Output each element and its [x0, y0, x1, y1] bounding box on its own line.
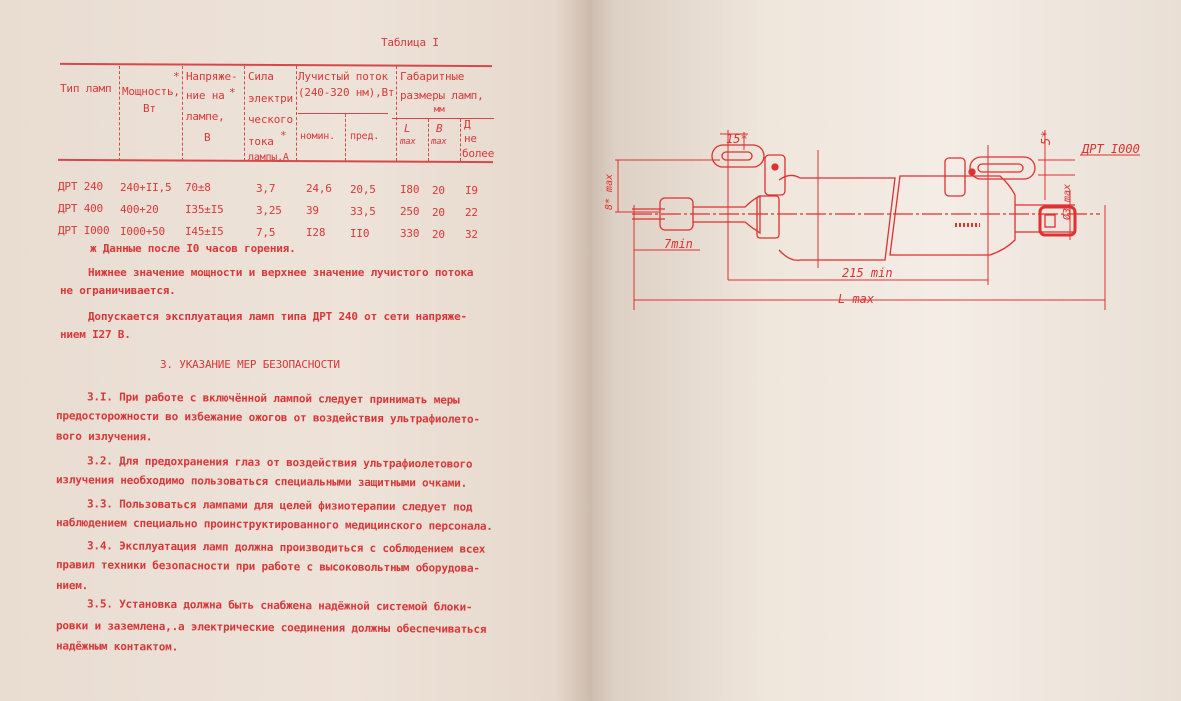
note-line: Допускается эксплуатация ламп типа ДРТ 240 от сети напряже- [88, 310, 467, 323]
note-line: не ограничивается. [60, 284, 176, 297]
table-cell: 3,25 [256, 203, 282, 217]
section-title: 3. УКАЗАНИЕ МЕР БЕЗОПАСНОСТИ [160, 358, 340, 371]
paragraph-line: 3.3. Пользоваться лампами для целей физиотерапии следует под [86, 497, 473, 514]
footnote-mark: * [173, 70, 180, 83]
table-cell: 330 [400, 227, 420, 240]
table-cell: 3,7 [256, 181, 276, 195]
dim-diameter-3: Ø3 max [1062, 183, 1073, 220]
table-cell: I80 [400, 183, 420, 196]
paragraph-line: 3.2. Для предохранения глаз от воздействия ультрафиолетового [86, 454, 473, 471]
table-cell: 20 [432, 227, 445, 241]
footnote-mark: * [229, 86, 236, 99]
header-b: В [436, 122, 443, 135]
paragraph-line: наблюдением специально проинструктированного медицинского персонала. [55, 516, 493, 533]
table-cell: 20,5 [350, 182, 376, 196]
table-cell: 400+20 [120, 202, 159, 216]
dim-5: 5* [1039, 130, 1053, 145]
header-power-unit: Вт [143, 102, 156, 115]
lamp-outline [632, 145, 1100, 260]
table-cell: II0 [350, 226, 370, 240]
table-cell: I45±I5 [185, 225, 224, 238]
dim-8: 8* max [604, 173, 615, 210]
dim-l-max: L max [838, 292, 875, 306]
header-current: Сила [248, 70, 274, 83]
header-current: тока [248, 135, 274, 148]
dim-215: 215 min [842, 266, 893, 280]
table-cell: 240+II,5 [120, 180, 172, 194]
table-cell: ДРТ 400 [58, 202, 103, 215]
header-dims: Габаритные [400, 70, 465, 83]
paragraph-line: правил техники безопасности при работе с высоковольтным оборудова- [55, 558, 480, 575]
table-cell: 7,5 [256, 225, 276, 239]
table-cell: 70±8 [185, 181, 211, 194]
header-d: Д [464, 118, 471, 131]
header-type: Тип ламп [60, 82, 112, 95]
table-cell: ДРТ I000 [58, 224, 110, 237]
header-l: max [400, 137, 416, 147]
header-flux: (240-320 нм),Вт [298, 86, 395, 99]
header-voltage: лампе, [186, 110, 225, 123]
table-cell: 39 [306, 204, 319, 217]
header-dims: мм [434, 105, 445, 115]
header-l: L [404, 122, 411, 135]
header-d: более [462, 147, 495, 160]
paragraph-line: вого излучения. [55, 429, 153, 444]
header-current: ческого [248, 113, 293, 126]
note-line: Нижнее значение мощности и верхнее значение лучистого потока [88, 266, 474, 279]
header-current: лампы,А [248, 152, 289, 163]
header-flux: Лучистый поток [298, 70, 388, 83]
header-flux-limit: пред. [350, 131, 380, 142]
table-cell: 22 [465, 206, 478, 219]
dim-15: 15* [726, 132, 748, 146]
header-voltage: ние на [186, 89, 225, 102]
table-cell: I35±I5 [185, 203, 224, 216]
paragraph-line: нием. [55, 578, 89, 593]
paragraph-line: предосторожности во избежание ожогов от воздействия ультрафиолето- [55, 409, 480, 426]
table-cell: 32 [465, 228, 478, 241]
table-cell: I000+50 [120, 224, 165, 238]
table-cell: ДРТ 240 [58, 180, 103, 193]
header-power: Мощность, [122, 85, 180, 98]
paragraph-line: 3.4. Эксплуатация ламп должна производиться с соблюдением всех [86, 539, 486, 556]
table-cell: 20 [432, 205, 445, 219]
header-voltage: В [204, 131, 211, 144]
table-cell: I28 [306, 226, 326, 239]
header-voltage: Напряже- [186, 70, 238, 83]
table-cell: 33,5 [350, 204, 376, 218]
dim-7: 7min [664, 237, 693, 251]
paragraph-line: излучения необходимо пользоваться специальными защитными очками. [55, 473, 468, 490]
paragraph-line: 3.I. При работе с включённой лампой следует принимать меры [86, 390, 460, 407]
header-d: не [464, 132, 477, 145]
paragraph-line: надёжным контактом. [55, 639, 179, 654]
table-cell: 20 [432, 183, 445, 197]
table-cell: I9 [465, 184, 478, 197]
table-caption: Таблица I [381, 36, 439, 49]
paragraph-line: 3.5. Установка должна быть снабжена надёжной системой блоки- [86, 597, 473, 614]
note-line: ж Данные после I0 часов горения. [90, 242, 296, 255]
table-cell: 250 [400, 205, 420, 218]
drawing-label: ДРТ I000 [1082, 142, 1140, 156]
header-current: электри [248, 92, 293, 105]
footnote-mark: * [280, 129, 287, 142]
paragraph-line: ровки и заземлена,.а электрические соединения должны обеспечиваться [55, 619, 487, 636]
note-line: нием I27 В. [60, 328, 131, 341]
table-cell: 24,6 [306, 182, 332, 195]
header-flux-nominal: номин. [300, 131, 335, 142]
header-b: max [431, 137, 447, 147]
header-dims: размеры ламп, [400, 89, 484, 102]
